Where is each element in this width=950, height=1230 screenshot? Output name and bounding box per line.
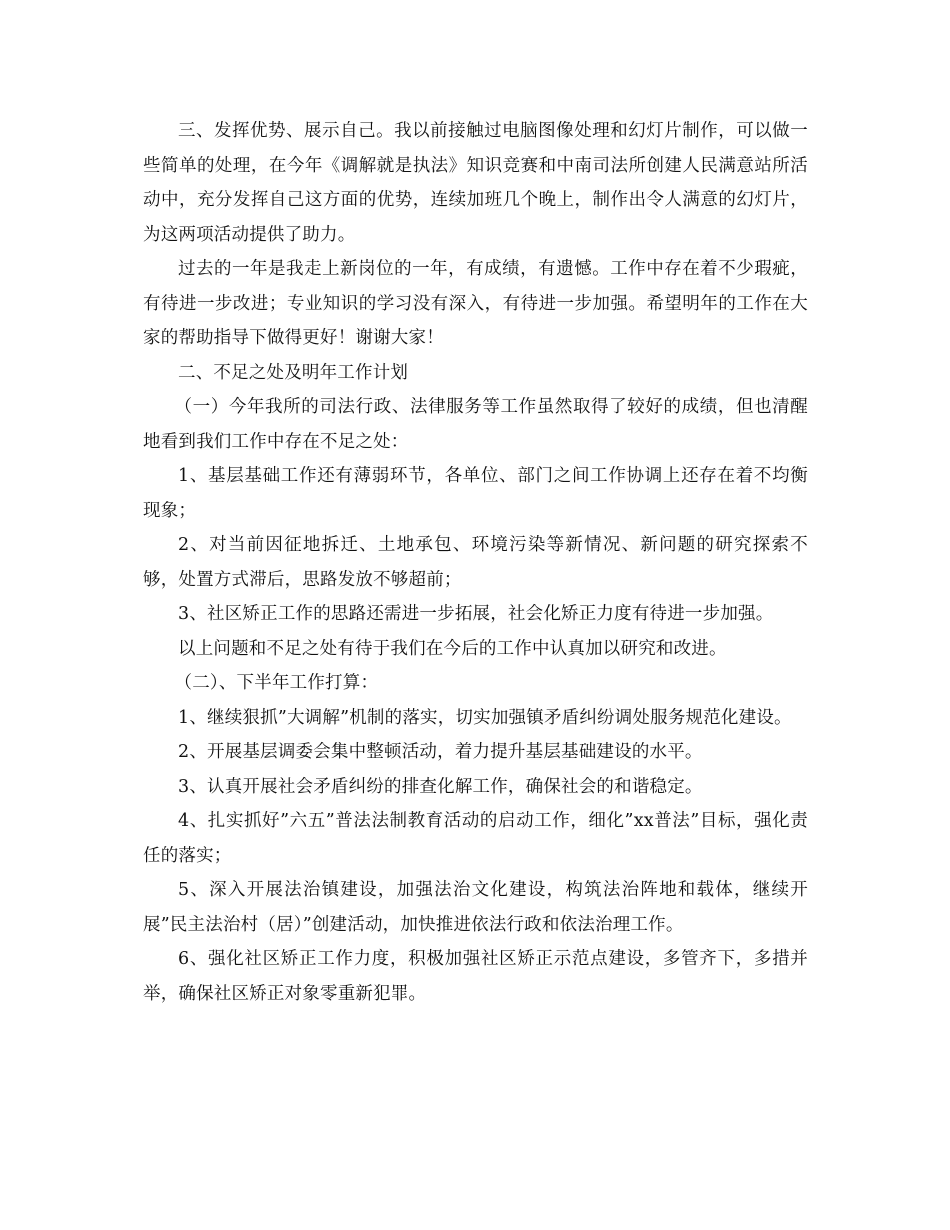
paragraph-year-review: 过去的一年是我走上新岗位的一年，有成绩，有遗憾。工作中存在着不少瑕疵，有待进一步改进；专业知识的学习没有深入，有待进一步加强。希望明年的工作在大家的帮助指导下做得更好！谢谢大家！	[143, 259, 808, 348]
list-item-shortcoming-1: 1、基层基础工作还有薄弱环节，各单位、部门之间工作协调上还存在着不均衡现象；	[143, 466, 808, 521]
section-heading-shortcomings: 二、不足之处及明年工作计划	[178, 362, 409, 383]
paragraph-improvement-note: 以上问题和不足之处有待于我们在今后的工作中认真加以研究和改进。	[178, 638, 727, 659]
paragraph-advantages: 三、发挥优势、展示自己。我以前接触过电脑图像处理和幻灯片制作，可以做一些简单的处理，在今年《调解就是执法》知识竞赛和中南司法所创建人民满意站所活动中，充分发挥自己这方面的优势，连续加班几个晚上，制作出令人满意的幻灯片，为这两项活动提供了助力。	[143, 121, 808, 245]
list-item-shortcoming-2: 2、对当前因征地拆迁、土地承包、环境污染等新情况、新问题的研究探索不够，处置方式滞后，思路发放不够超前；	[143, 535, 808, 590]
document-body	[143, 114, 808, 1011]
paragraph-shortcomings-intro: （一）今年我所的司法行政、法律服务等工作虽然取得了较好的成绩，但也清醒地看到我们工作中存在不足之处：	[143, 397, 808, 452]
list-item-plan-1: 1、继续狠抓”大调解”机制的落实，切实加强镇矛盾纠纷调处服务规范化建设。	[178, 707, 792, 728]
list-item-plan-6: 6、强化社区矫正工作力度，积极加强社区矫正示范点建设，多管齐下，多措并举，确保社区矫正对象零重新犯罪。	[143, 949, 808, 1004]
section-heading-plan: （二）、下半年工作打算：	[174, 673, 379, 693]
list-item-shortcoming-3: 3、社区矫正工作的思路还需进一步拓展，社会化矫正力度有待进一步加强。	[178, 604, 774, 624]
list-item-plan-2: 2、开展基层调委会集中整顿活动，着力提升基层基础建设的水平。	[178, 742, 703, 762]
list-item-plan-3: 3、认真开展社会矛盾纠纷的排查化解工作，确保社会的和谐稳定。	[178, 776, 703, 797]
list-item-plan-5: 5、深入开展法治镇建设，加强法治文化建设，构筑法治阵地和载体，继续开展”民主法治村（居）”创建活动，加快推进依法行政和依法治理工作。	[143, 880, 808, 935]
list-item-plan-4: 4、扎实抓好”六五”普法法制教育活动的启动工作，细化”xx普法”目标，强化责任的落实；	[143, 811, 808, 866]
